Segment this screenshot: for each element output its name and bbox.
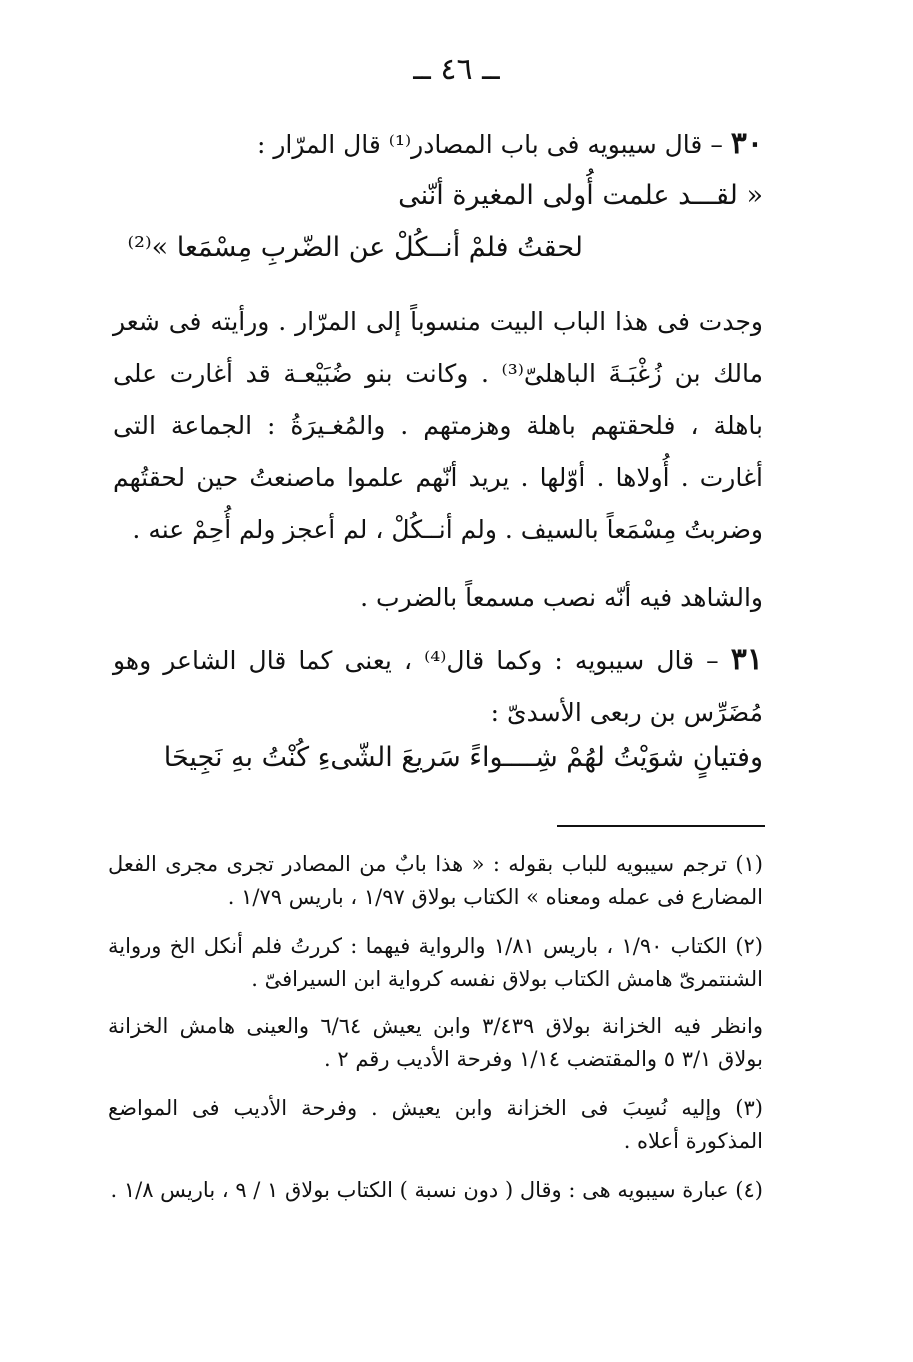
- section-31-number: ٣١: [730, 642, 763, 677]
- section-30-intro: [113, 118, 763, 171]
- section-31-intro: [113, 634, 763, 739]
- verse-30-line-2: لحقتُ فلمْ أنــكُلْ عن الضّربِ مِسْمَعا »⁽²⁾: [127, 232, 583, 263]
- page-number: ــ ٤٦ ــ: [413, 52, 500, 87]
- section-30-commentary: وجدت فى هذا الباب البيت منسوباً إلى المرّار . ورأيته فى شعر مالك بن زُغْبَـةَ الباهلىّ⁽³⁾ . وكانت بنو ضُبَيْعـة قد أغارت على باهلة ، فلحقتهم باهلة وهزمتهم . والمُغـيرَةُ : الجماعة التى أغارت . أُولاها . أوّلها . يريد أنّهم علموا ماصنعتُ حين لحقتُهم وضربتُ مِسْمَعاً بالسيف . ولم أنــكُلْ ، لم أعجز ولم أُحِمْ عنه .: [113, 307, 763, 544]
- section-30-intro-text: – قال سيبويه فى باب المصادر⁽¹⁾ قال المرّار :: [256, 130, 731, 159]
- verse-31: وفتيانٍ شوَيْتُ لهُمْ شِــــواءً سَريعَ الشّىءِ كُنْتُ بهِ نَجِيحَا: [163, 742, 763, 773]
- footnote-2: (٢) الكتاب ١/٩٠ ، باريس ١/٨١ والرواية فيهما : كررتُ فلم أنكل الخ ورواية الشنتمرىّ هامش الكتاب بولاق نفسه كرواية ابن السيرافىّ .: [108, 934, 763, 991]
- section-30-evidence: والشاهد فيه أنّه نصب مسمعاً بالضرب .: [360, 583, 763, 612]
- section-31-intro-text: – قال سيبويه : وكما قال⁽⁴⁾ ، يعنى كما قال الشاعر وهو مُضَرِّس بن ربعى الأسدىّ :: [113, 646, 763, 727]
- section-30-number: ٣٠: [730, 126, 763, 161]
- footnote-1: (١) ترجم سيبويه للباب بقوله : « هذا بابٌ من المصادر تجرى مجرى الفعل المضارع فى عمله ومعناه » الكتاب بولاق ١/٩٧ ، باريس ١/٧٩ .: [108, 852, 763, 909]
- footnote-4: (٤) عبارة سيبويه هى : وقال ( دون نسبة ) الكتاب بولاق ١ / ٩ ، باريس ١/٨ .: [110, 1178, 763, 1202]
- footnote-2-continued: وانظر فيه الخزانة بولاق ٣/٤٣٩ وابن يعيش ٦/٦٤ والعينى هامش الخزانة بولاق ٣/١ ٥ والمقتضب ١/١٤ وفرحة الأديب رقم ٢ .: [108, 1014, 764, 1071]
- footnote-divider: [557, 825, 765, 827]
- footnote-3: (٣) وإليه نُسِبَ فى الخزانة وابن يعيش . وفرحة الأديب فى المواضع المذكورة أعلاه .: [108, 1096, 763, 1153]
- verse-30-line-1: « لقـــد علمت أُولى المغيرة أنّنى: [398, 180, 763, 211]
